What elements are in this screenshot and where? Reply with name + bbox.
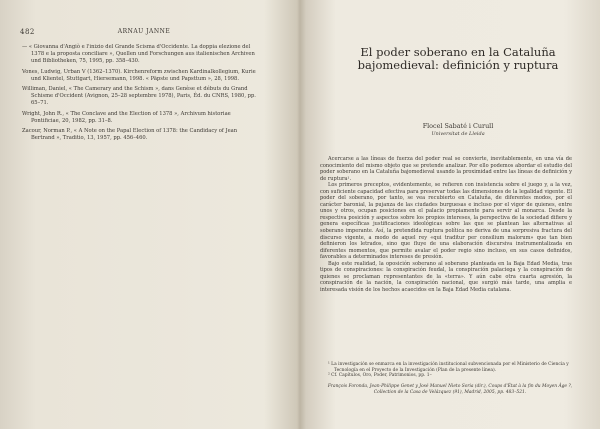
reference-entry: Vones, Ludwig, Urban V (1362–1370). Kirchenreform zwischen Kardinalkollegium, Kurie und Klientel, Stuttgart, Hiersemann, 1998. « Päpste und Papsttum », 28, 1998. <box>22 68 256 82</box>
footnote: ¹ La investigación se enmarca en la investigación institucional subvencionada por el Ministerio de Ciencia y Tecnología en el Proyecto de la Investigación (Plan de la presente línea). <box>328 362 569 373</box>
reference-entry: Williman, Daniel, « The Camerary and the Schism », dans Genèse et débuts du Grand Schisme d'Occident (Avignon, 25–28 septembre 1978), Paris, Éd. du CNRS, 1980, pp. 65–71. <box>22 86 256 107</box>
article-title <box>342 46 574 72</box>
bibliography <box>22 44 260 145</box>
source-citation: François Foronda, Jean-Philippe Genet y José Manuel Nieto Soria (dir.), Coups d'État à la fin du Moyen Âge ?, Collection de la Casa de Velázquez (91), Madrid, 2005, pp. 483–521. <box>327 384 573 395</box>
right-page <box>302 0 600 429</box>
author-affiliation: Universitat de Lleida <box>431 131 485 137</box>
running-head-author: ARNAU JANNE <box>117 28 171 35</box>
left-page <box>0 0 298 429</box>
author-name: Flocel Sabaté i Curull <box>422 122 494 130</box>
author-block <box>342 122 574 137</box>
reference-entry: Zacour, Norman P., « A Note on the Papal Election of 1378: the Candidacy of Jean Bertrand », Traditio, 13, 1957, pp. 456–460. <box>22 128 238 142</box>
reference-entry: — « Giovanna d'Angiò e l'inizio del Grande Scisma d'Occidente. La doppia elezione del 1378 e la proposta conciliare », Quellen und Forschungen aus italienischen Archiven und Bibliotheken, 75, 1995, pp. 358–430. <box>22 44 255 65</box>
reference-entry: Wright, John R., « The Conclave and the Election of 1378 », Archivum historiae Pontificiae, 20, 1982, pp. 31–8. <box>22 110 231 124</box>
paragraph: Acercarse a las líneas de fuerza del poder real se convierte, inevitablemente, en una vía de conocimiento del mismo objeto que se pretende analizar. Por ello podemos abordar el estudio del poder soberano en la Cataluña bajomedieval usando la proximidad entre las líneas de definición y de ruptura¹. <box>320 156 572 182</box>
footnote: ² Cf. Capítulos, Oro, Poder, Patrimonios, pp. 1– <box>328 373 432 379</box>
article-body <box>320 156 572 293</box>
title-line-2: bajomedieval: definición y ruptura <box>357 58 559 72</box>
paragraph: Bajo este realidad, la oposición soberano al soberano planteada en la Baja Edad Media, tras tipos de conspiraciones: la conspiración feudal, la conspiración palaciega y la conspiración de quienes se proclaman representantes de la «terra». Y aún cabe otra cuarta agresión, la conspiración de la nación, la conspiración nacional, que surgió más tarde, una amplia e interesada visión de los hechos acaecidos en la Baja Edad Media catalana. <box>320 260 572 293</box>
footnotes <box>328 362 572 379</box>
page-number: 482 <box>20 28 35 36</box>
paragraph: Los primeros preceptos, evidentemente, se refieren con insistencia sobre el juego y, a la vez, con suficiente capacidad efectiva para preservar todas las dimensiones de la legalidad vigente. El poder del soberano, por tanto, se vea recubierto en Cataluña, de diferentes modos, por el carácter baronial, la pujanza de las ciudades burguesas e incluso por el vigor de quienes, entre unos y otros, ocupan posiciones en el palacio propiamente para servir al monarca. Desde la respectiva posición y aspectos sobre los propios intereses, la perspectiva de la sociedad difiere y genera específicas justificaciones ideológicas sobre las que se plantean las alternativas al soberano imperante. Así, la pretendida ruptura política no deriva de una sorpresiva fractura del discurso vigente, a modo de aquel rey «qui traditur per consilium malorum» que tan bien definieron los letrados, sino que fluye de una elaboración discursiva instrumentalizada en diferentes momentos, que permite avalar el poder regio sino incluso, en sus casos definidos, favorables a determinados intereses de presión. <box>320 182 572 261</box>
title-line-1: El poder soberano en la Cataluña <box>360 45 556 59</box>
